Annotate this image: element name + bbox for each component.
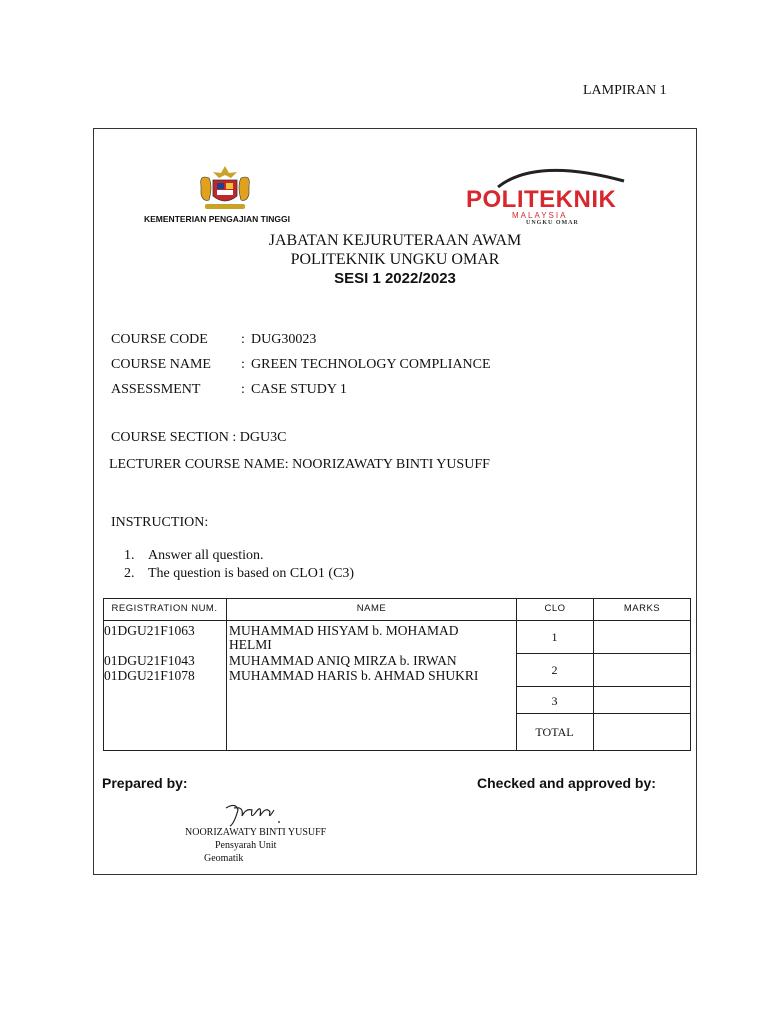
ministry-logo [144,164,304,228]
reg-number: 01DGU21F1063 [104,623,195,638]
institution-title: POLITEKNIK UNGKU OMAR [290,251,500,268]
header-clo: CLO [544,603,566,614]
politeknik-logo [466,163,626,225]
politeknik-country: MALAYSIA [512,211,568,220]
clo-cell: 1 [551,630,558,644]
checked-by-label: Checked and approved by: [477,775,656,791]
assessment-label: ASSESSMENT [111,382,201,397]
header-name: NAME [356,603,387,614]
politeknik-campus: UNGKU OMAR [526,220,579,226]
instruction-heading: INSTRUCTION: [111,515,209,530]
student-name: MUHAMMAD ANIQ MIRZA b. IRWAN [229,653,457,668]
course-name-row [111,357,491,373]
signatory-name: NOORIZAWATY BINTI YUSUFF [185,827,327,838]
header-marks: MARKS [623,603,661,614]
course-name-value: GREEN TECHNOLOGY COMPLIANCE [251,357,491,372]
cover-page-frame [93,128,697,875]
instruction-item: 2. The question is based on CLO1 (C3) [124,566,355,581]
assessment-row [111,382,347,398]
course-name-label: COURSE NAME [111,357,211,372]
student-name: MUHAMMAD HISYAM b. MOHAMAD HELMI [229,623,459,652]
student-name: MUHAMMAD HARIS b. AHMAD SHUKRI [229,668,479,683]
course-code-label: COURSE CODE [111,332,208,347]
colon: : [241,382,245,397]
signatory-position: Pensyarah Unit [215,840,277,851]
course-code-value: DUG30023 [251,332,317,347]
signatory-unit: Geomatik [204,853,244,864]
instruction-item: 1. Answer all question. [124,548,264,563]
student-table [103,598,691,751]
ministry-name: KEMENTERIAN PENGAJIAN TINGGI [144,214,290,224]
clo-cell: 3 [551,694,558,708]
session-title: SESI 1 2022/2023 [334,270,456,287]
clo-cell: 2 [551,663,558,677]
reg-number: 01DGU21F1078 [104,668,195,683]
prepared-by-label: Prepared by: [102,775,188,791]
instruction-list [124,548,354,584]
course-section: COURSE SECTION : DGU3C [111,430,287,445]
total-cell: TOTAL [535,725,574,739]
reg-number: 01DGU21F1043 [104,653,195,668]
colon: : [241,332,245,347]
lecturer-name: LECTURER COURSE NAME: NOORIZAWATY BINTI YUSUFF [109,457,490,472]
colon: : [241,357,245,372]
department-title: JABATAN KEJURUTERAAN AWAM [268,232,522,249]
course-code-row [111,332,316,348]
politeknik-wordmark: POLITEKNIK [466,186,617,213]
assessment-value: CASE STUDY 1 [251,382,347,397]
lampiran-label: LAMPIRAN 1 [583,83,667,98]
header-registration: REGISTRATION NUM. [111,603,218,614]
coat-of-arms-icon [195,164,255,212]
